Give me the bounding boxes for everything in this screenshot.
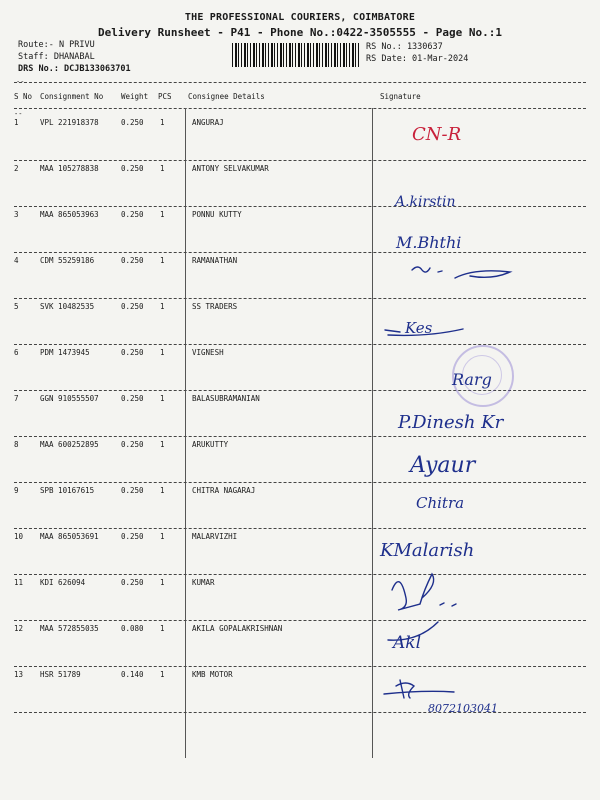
weight-cell: 0.250 [121, 578, 144, 587]
weight-cell: 0.250 [121, 118, 144, 127]
weight-cell: 0.250 [121, 210, 144, 219]
sno-cell: 12 [14, 624, 24, 633]
pcs-cell: 1 [160, 348, 165, 357]
consignee-name: RAMANATHAN [192, 256, 238, 265]
signature-4-stroke [455, 271, 510, 278]
signature-4-mark [412, 267, 442, 272]
sno-cell: 13 [14, 670, 24, 679]
consignee-name: BALASUBRAMANIAN [192, 394, 260, 403]
col-sno: S No [14, 92, 33, 101]
col-signature: Signature [380, 92, 421, 101]
runsheet-title: Delivery Runsheet - P41 - Phone No.:0422-3505555 - Page No.:1 [98, 26, 502, 39]
weight-cell: 0.080 [121, 624, 144, 633]
weight-cell: 0.250 [121, 256, 144, 265]
signature-8: Ayaur [410, 453, 476, 478]
sno-cell: 5 [14, 302, 19, 311]
pcs-cell: 1 [160, 624, 165, 633]
rs-number: RS No.: 1330637 [366, 42, 443, 52]
sno-cell: 9 [14, 486, 19, 495]
consignee-name: KUMAR [192, 578, 215, 587]
consignment-number: CDM 55259186 [40, 256, 95, 265]
signature-3b: M.Bhthi [396, 233, 462, 252]
weight-cell: 0.250 [121, 348, 144, 357]
pcs-cell: 1 [160, 302, 165, 311]
pcs-cell: 1 [160, 486, 165, 495]
sno-cell: 3 [14, 210, 19, 219]
company-title: THE PROFESSIONAL COURIERS, COIMBATORE [184, 12, 416, 23]
signature-5: Kes [405, 319, 433, 337]
weight-cell: 0.250 [121, 302, 144, 311]
consignment-number: KDI 626094 [40, 578, 86, 587]
consignment-number: MAA 105278838 [40, 164, 99, 173]
signature-13 [384, 680, 454, 698]
pcs-cell: 1 [160, 210, 165, 219]
pcs-cell: 1 [160, 394, 165, 403]
signature-6: Rarg [452, 370, 492, 389]
consignment-number: SPB 10167615 [40, 486, 95, 495]
weight-cell: 0.250 [121, 440, 144, 449]
col-consignee: Consignee Details [188, 92, 265, 101]
consignee-name: SS TRADERS [192, 302, 238, 311]
signature-12: Akl [393, 633, 422, 653]
staff-label: Staff: DHANABAL [18, 52, 95, 62]
consignment-number: MAA 600252895 [40, 440, 99, 449]
sno-cell: 6 [14, 348, 19, 357]
weight-cell: 0.140 [121, 670, 144, 679]
left-mark: -- [16, 78, 25, 86]
signature-11 [392, 574, 456, 610]
consignee-name: AKILA GOPALAKRISHNAN [192, 624, 283, 633]
consignment-number: HSR 51789 [40, 670, 81, 679]
consignee-name: MALARVIZHI [192, 532, 238, 541]
consignee-name: VIGNESH [192, 348, 224, 357]
consignee-name: CHITRA NAGARAJ [192, 486, 256, 495]
consignee-name: KMB MOTOR [192, 670, 233, 679]
pcs-cell: 1 [160, 670, 165, 679]
pcs-cell: 1 [160, 440, 165, 449]
sno-cell: 1 [14, 118, 19, 127]
consignment-number: MAA 865053691 [40, 532, 99, 541]
consignment-number: MAA 572855035 [40, 624, 99, 633]
row-mark: -- [14, 110, 23, 118]
weight-cell: 0.250 [121, 164, 144, 173]
consignment-number: MAA 865053963 [40, 210, 99, 219]
consignment-number: GGN 910555507 [40, 394, 99, 403]
sno-cell: 10 [14, 532, 24, 541]
signature-10: KMalarish [380, 540, 475, 561]
pcs-cell: 1 [160, 118, 165, 127]
signature-7: P.Dinesh Kr [398, 412, 504, 433]
rs-date: RS Date: 01-Mar-2024 [366, 54, 469, 64]
weight-cell: 0.250 [121, 394, 144, 403]
col-consignment: Consignment No [40, 92, 104, 101]
weight-cell: 0.250 [121, 532, 144, 541]
pcs-cell: 1 [160, 164, 165, 173]
consignment-number: SVK 10482535 [40, 302, 95, 311]
col-pcs: PCS [158, 92, 172, 101]
consignee-name: ARUKUTTY [192, 440, 229, 449]
weight-cell: 0.250 [121, 486, 144, 495]
consignment-number: VPL 221918378 [40, 118, 99, 127]
sno-cell: 8 [14, 440, 19, 449]
pcs-cell: 1 [160, 578, 165, 587]
sno-cell: 7 [14, 394, 19, 403]
col-weight: Weight [121, 92, 149, 101]
route-label: Route:- N PRIVU [18, 40, 95, 50]
signature-1: CN-R [412, 124, 462, 145]
sno-cell: 11 [14, 578, 24, 587]
sno-cell: 4 [14, 256, 19, 265]
consignee-name: ANGURAJ [192, 118, 224, 127]
signature-13-number: 8072103041 [428, 702, 498, 715]
consignee-name: ANTONY SELVAKUMAR [192, 164, 269, 173]
consignee-name: PONNU KUTTY [192, 210, 242, 219]
signature-9: Chitra [416, 494, 465, 512]
pcs-cell: 1 [160, 256, 165, 265]
pcs-cell: 1 [160, 532, 165, 541]
consignment-number: PDM 1473945 [40, 348, 90, 357]
drs-number: DRS No.: DCJB133063701 [18, 64, 131, 74]
sno-cell: 2 [14, 164, 19, 173]
signature-3a: A.kirstin [395, 194, 456, 210]
